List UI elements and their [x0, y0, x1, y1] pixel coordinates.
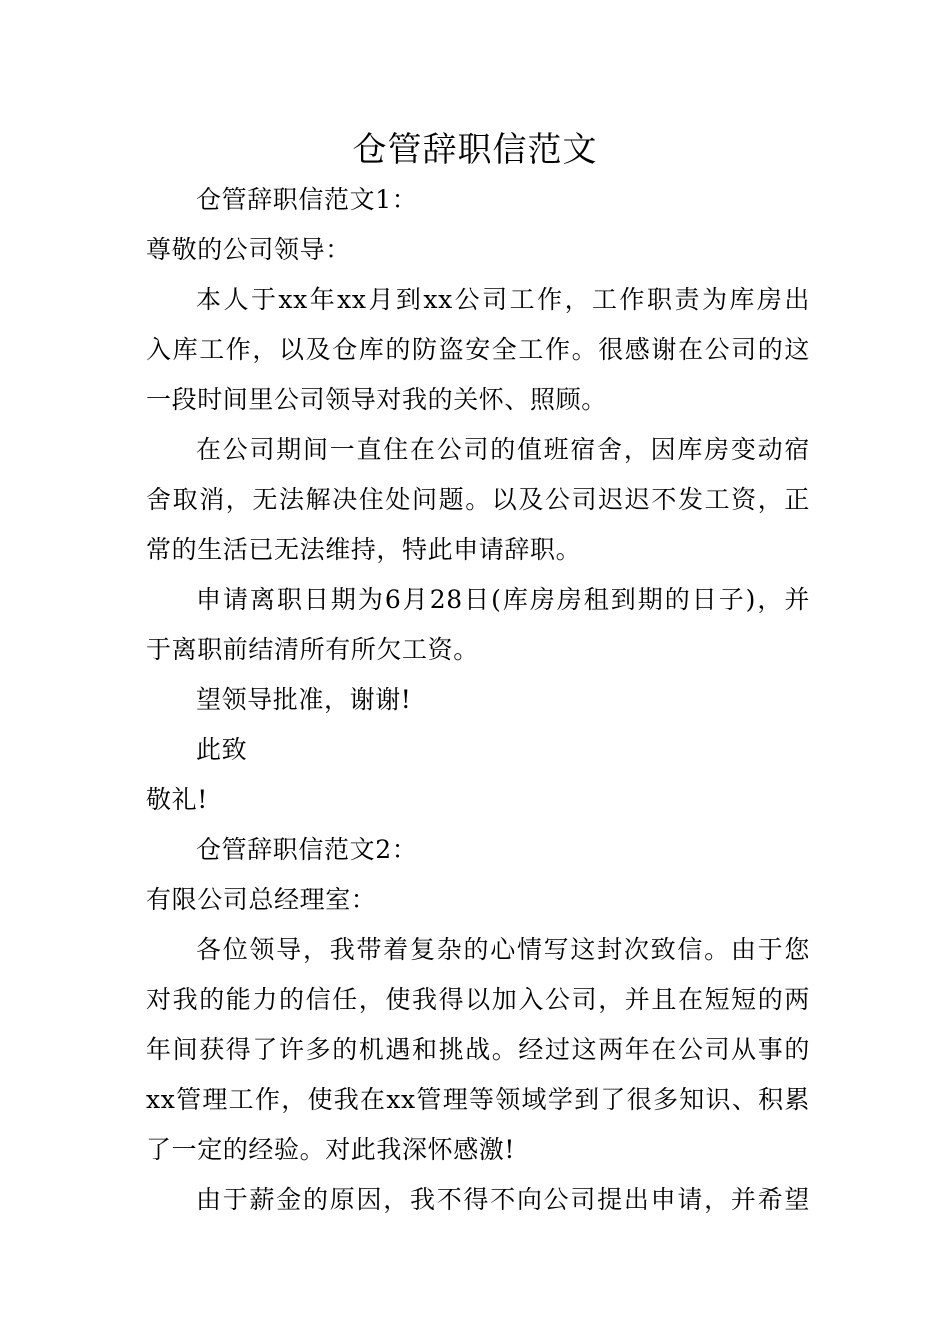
salutation-2: 有限公司总经理室：	[146, 885, 377, 914]
paragraph-line: 年间获得了许多的机遇和挑战。经过这两年在公司从事的	[146, 1035, 810, 1064]
document-title: 仓管辞职信范文	[352, 130, 598, 170]
paragraph-line: 本人于xx年xx月到xx公司工作，工作职责为库房出	[196, 285, 810, 314]
closing-request: 望领导批准，谢谢!	[196, 685, 412, 714]
paragraph-line: 了一定的经验。对此我深怀感激!	[146, 1135, 516, 1164]
paragraph-line: 舍取消，无法解决住处问题。以及公司迟迟不发工资，正	[146, 485, 810, 514]
closing-salute: 敬礼!	[146, 785, 208, 814]
paragraph-line: 一段时间里公司领导对我的关怀、照顾。	[146, 385, 607, 414]
paragraph-line: 申请离职日期为6月28日(库房房租到期的日子)，并	[196, 585, 810, 614]
section-heading-2: 仓管辞职信范文2：	[196, 835, 418, 864]
paragraph-line: 入库工作，以及仓库的防盗安全工作。很感谢在公司的这	[146, 335, 810, 364]
paragraph-line: 对我的能力的信任，使我得以加入公司，并且在短短的两	[146, 985, 810, 1014]
paragraph-line: 在公司期间一直住在公司的值班宿舍，因库房变动宿	[196, 435, 810, 464]
paragraph-line: 由于薪金的原因，我不得不向公司提出申请，并希望	[196, 1185, 810, 1214]
paragraph-line: 常的生活已无法维持，特此申请辞职。	[146, 535, 582, 564]
paragraph-line: xx管理工作，使我在xx管理等领域学到了很多知识、积累	[146, 1085, 810, 1114]
paragraph-line: 于离职前结清所有所欠工资。	[146, 635, 479, 664]
salutation-1: 尊敬的公司领导：	[146, 235, 351, 264]
paragraph-line: 各位领导，我带着复杂的心情写这封次致信。由于您	[196, 935, 810, 964]
section-heading-1: 仓管辞职信范文1：	[196, 185, 418, 214]
closing-phrase: 此致	[196, 735, 248, 764]
